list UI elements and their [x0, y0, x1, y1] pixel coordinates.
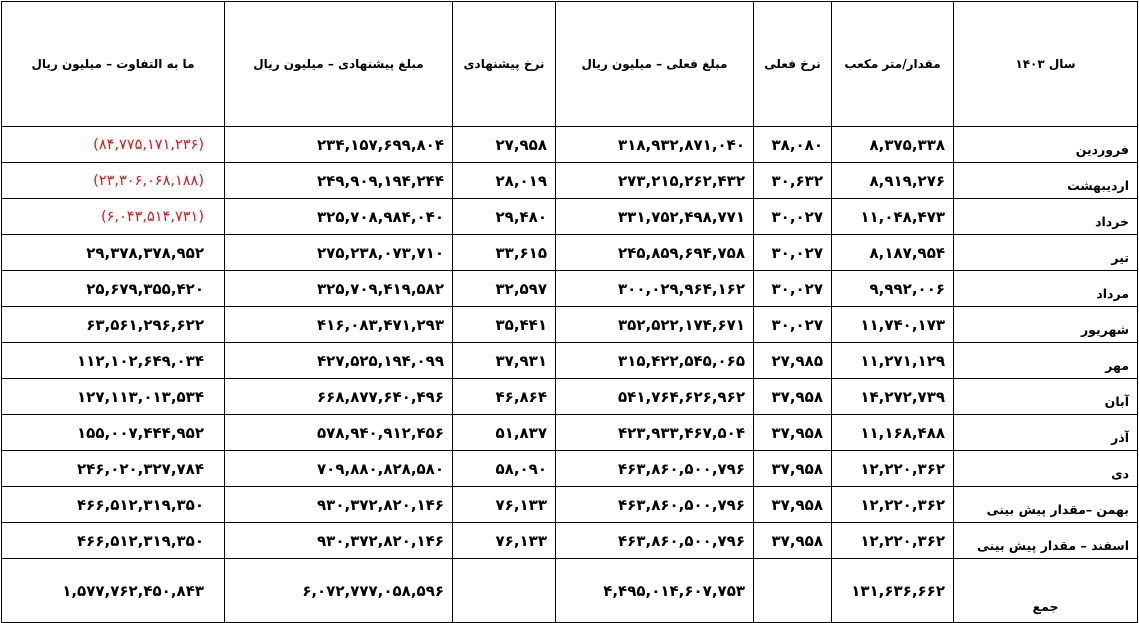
header-difference: ما به التفاوت – میلیون ریال — [2, 2, 225, 127]
cell-difference: ۴۶۶,۵۱۲,۳۱۹,۳۵۰ — [2, 523, 225, 559]
cell-proposed-rate: ۴۶,۸۶۴ — [453, 379, 556, 415]
cell-proposed-rate: ۳۵,۴۴۱ — [453, 307, 556, 343]
cell-volume: ۸,۹۱۹,۲۷۶ — [832, 163, 954, 199]
cell-current-amount: ۳۱۸,۹۳۲,۸۷۱,۰۴۰ — [556, 127, 754, 163]
cell-current-rate: ۲۷,۹۸۵ — [754, 343, 832, 379]
total-current-amount: ۴,۴۹۵,۰۱۴,۶۰۷,۷۵۳ — [556, 559, 754, 623]
cell-proposed-rate: ۳۲,۵۹۷ — [453, 271, 556, 307]
cell-current-amount: ۴۲۳,۹۳۳,۴۶۷,۵۰۴ — [556, 415, 754, 451]
cell-proposed-amount: ۷۰۹,۸۸۰,۸۲۸,۵۸۰ — [225, 451, 453, 487]
cell-month: مهر — [954, 343, 1138, 379]
cell-current-rate: ۳۰,۰۲۷ — [754, 271, 832, 307]
total-proposed-amount: ۶,۰۷۲,۷۷۷,۰۵۸,۵۹۶ — [225, 559, 453, 623]
cell-current-rate: ۳۸,۰۸۰ — [754, 127, 832, 163]
cell-proposed-amount: ۹۳۰,۳۷۲,۸۲۰,۱۴۶ — [225, 523, 453, 559]
cell-month: بهمن –مقدار پیش بینی — [954, 487, 1138, 523]
header-year: سال ۱۴۰۳ — [954, 2, 1138, 127]
cell-volume: ۱۴,۲۷۲,۷۳۹ — [832, 379, 954, 415]
cell-proposed-amount: ۴۲۷,۵۲۵,۱۹۴,۰۹۹ — [225, 343, 453, 379]
cell-proposed-amount: ۵۷۸,۹۴۰,۹۱۲,۴۵۶ — [225, 415, 453, 451]
cell-difference: (۲۳,۳۰۶,۰۶۸,۱۸۸) — [2, 163, 225, 199]
cell-current-amount: ۳۱۵,۴۲۲,۵۴۵,۰۶۵ — [556, 343, 754, 379]
cell-volume: ۱۲,۲۲۰,۳۶۲ — [832, 487, 954, 523]
cell-proposed-rate: ۲۹,۴۸۰ — [453, 199, 556, 235]
cell-current-amount: ۴۶۳,۸۶۰,۵۰۰,۷۹۶ — [556, 487, 754, 523]
cell-current-rate: ۳۷,۹۵۸ — [754, 487, 832, 523]
cell-proposed-amount: ۲۷۵,۲۳۸,۰۷۳,۷۱۰ — [225, 235, 453, 271]
table-row — [2, 343, 1138, 379]
tariff-table — [1, 1, 1138, 623]
total-volume: ۱۳۱,۶۳۶,۶۶۲ — [832, 559, 954, 623]
cell-month: دی — [954, 451, 1138, 487]
cell-volume: ۱۲,۲۲۰,۳۶۲ — [832, 451, 954, 487]
cell-month: آذر — [954, 415, 1138, 451]
cell-month: مرداد — [954, 271, 1138, 307]
cell-difference: ۴۶۶,۵۱۲,۳۱۹,۳۵۰ — [2, 487, 225, 523]
header-proposed-amount: مبلغ پیشنهادی – میلیون ریال — [225, 2, 453, 127]
table-row — [2, 307, 1138, 343]
cell-volume: ۱۱,۱۶۸,۴۸۸ — [832, 415, 954, 451]
cell-current-rate: ۳۷,۹۵۸ — [754, 415, 832, 451]
header-row — [2, 2, 1138, 127]
cell-current-amount: ۳۵۲,۵۲۲,۱۷۴,۶۷۱ — [556, 307, 754, 343]
total-current-rate — [754, 559, 832, 623]
cell-proposed-rate: ۳۷,۹۳۱ — [453, 343, 556, 379]
cell-current-amount: ۲۷۳,۲۱۵,۲۶۲,۴۳۲ — [556, 163, 754, 199]
table-row — [2, 199, 1138, 235]
cell-proposed-amount: ۹۳۰,۳۷۲,۸۲۰,۱۴۶ — [225, 487, 453, 523]
cell-month: خرداد — [954, 199, 1138, 235]
cell-volume: ۱۱,۷۴۰,۱۷۳ — [832, 307, 954, 343]
cell-difference: ۱۱۲,۱۰۲,۶۴۹,۰۳۴ — [2, 343, 225, 379]
cell-difference: ۲۴۶,۰۲۰,۳۲۷,۷۸۴ — [2, 451, 225, 487]
cell-proposed-rate: ۷۶,۱۳۳ — [453, 523, 556, 559]
cell-difference: (۶,۰۴۳,۵۱۴,۷۳۱) — [2, 199, 225, 235]
table-row — [2, 523, 1138, 559]
cell-current-rate: ۳۰,۰۲۷ — [754, 307, 832, 343]
table-row — [2, 415, 1138, 451]
cell-proposed-amount: ۶۶۸,۸۷۷,۶۴۰,۴۹۶ — [225, 379, 453, 415]
header-current-amount: مبلغ فعلی – میلیون ریال — [556, 2, 754, 127]
cell-current-rate: ۳۰,۰۲۷ — [754, 199, 832, 235]
cell-difference: ۱۲۷,۱۱۳,۰۱۳,۵۳۴ — [2, 379, 225, 415]
cell-month: شهریور — [954, 307, 1138, 343]
cell-proposed-rate: ۲۸,۰۱۹ — [453, 163, 556, 199]
cell-current-rate: ۳۰,۶۳۲ — [754, 163, 832, 199]
cell-month: فروردین — [954, 127, 1138, 163]
cell-proposed-rate: ۵۸,۰۹۰ — [453, 451, 556, 487]
cell-volume: ۱۱,۲۷۱,۱۲۹ — [832, 343, 954, 379]
cell-difference: (۸۴,۷۷۵,۱۷۱,۲۳۶) — [2, 127, 225, 163]
total-label: جمع — [954, 559, 1138, 623]
cell-volume: ۱۲,۲۲۰,۳۶۲ — [832, 523, 954, 559]
cell-current-amount: ۴۶۳,۸۶۰,۵۰۰,۷۹۶ — [556, 451, 754, 487]
cell-difference: ۲۹,۳۷۸,۳۷۸,۹۵۲ — [2, 235, 225, 271]
cell-proposed-amount: ۲۳۴,۱۵۷,۶۹۹,۸۰۴ — [225, 127, 453, 163]
cell-month: آبان — [954, 379, 1138, 415]
cell-current-amount: ۳۰۰,۰۲۹,۹۶۴,۱۶۲ — [556, 271, 754, 307]
cell-difference: ۲۵,۶۷۹,۳۵۵,۴۲۰ — [2, 271, 225, 307]
cell-current-rate: ۳۷,۹۵۸ — [754, 523, 832, 559]
total-difference: ۱,۵۷۷,۷۶۲,۴۵۰,۸۴۳ — [2, 559, 225, 623]
cell-proposed-rate: ۵۱,۸۳۷ — [453, 415, 556, 451]
header-proposed-rate: نرخ پیشنهادی — [453, 2, 556, 127]
cell-difference: ۱۵۵,۰۰۷,۴۴۴,۹۵۲ — [2, 415, 225, 451]
header-current-rate: نرخ فعلی — [754, 2, 832, 127]
table-row — [2, 271, 1138, 307]
table-row — [2, 235, 1138, 271]
table-row — [2, 379, 1138, 415]
cell-proposed-amount: ۴۱۶,۰۸۳,۴۷۱,۲۹۳ — [225, 307, 453, 343]
cell-month: تیر — [954, 235, 1138, 271]
cell-proposed-amount: ۳۲۵,۷۰۹,۴۱۹,۵۸۲ — [225, 271, 453, 307]
cell-difference: ۶۳,۵۶۱,۲۹۶,۶۲۲ — [2, 307, 225, 343]
cell-proposed-rate: ۷۶,۱۳۳ — [453, 487, 556, 523]
cell-current-rate: ۳۷,۹۵۸ — [754, 451, 832, 487]
cell-proposed-rate: ۲۷,۹۵۸ — [453, 127, 556, 163]
table-row — [2, 451, 1138, 487]
cell-proposed-amount: ۳۲۵,۷۰۸,۹۸۴,۰۴۰ — [225, 199, 453, 235]
table-row — [2, 163, 1138, 199]
table-body — [2, 127, 1138, 559]
total-proposed-rate — [453, 559, 556, 623]
total-row — [2, 559, 1138, 623]
cell-volume: ۹,۹۹۲,۰۰۶ — [832, 271, 954, 307]
cell-volume: ۸,۱۸۷,۹۵۴ — [832, 235, 954, 271]
cell-proposed-amount: ۲۴۹,۹۰۹,۱۹۴,۲۴۴ — [225, 163, 453, 199]
table-row — [2, 487, 1138, 523]
header-volume: مقدار/متر مکعب — [832, 2, 954, 127]
cell-month: اسفند – مقدار پیش بینی — [954, 523, 1138, 559]
cell-current-rate: ۳۰,۰۲۷ — [754, 235, 832, 271]
cell-volume: ۱۱,۰۴۸,۴۷۳ — [832, 199, 954, 235]
cell-month: اردیبهشت — [954, 163, 1138, 199]
table-row — [2, 127, 1138, 163]
cell-current-amount: ۵۴۱,۷۶۴,۶۲۶,۹۶۲ — [556, 379, 754, 415]
cell-proposed-rate: ۳۳,۶۱۵ — [453, 235, 556, 271]
cell-current-amount: ۳۳۱,۷۵۲,۴۹۸,۷۷۱ — [556, 199, 754, 235]
cell-volume: ۸,۳۷۵,۳۳۸ — [832, 127, 954, 163]
cell-current-amount: ۴۶۳,۸۶۰,۵۰۰,۷۹۶ — [556, 523, 754, 559]
cell-current-amount: ۲۴۵,۸۵۹,۶۹۴,۷۵۸ — [556, 235, 754, 271]
cell-current-rate: ۳۷,۹۵۸ — [754, 379, 832, 415]
